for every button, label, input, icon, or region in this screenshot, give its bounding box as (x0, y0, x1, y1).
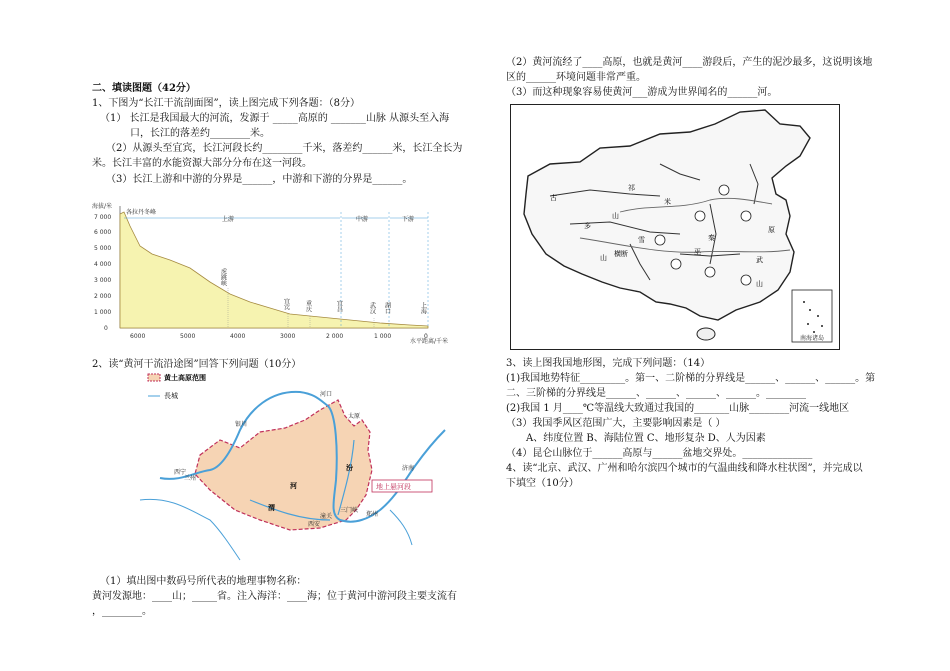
place-xining: 西宁 (174, 469, 187, 476)
svg-text:7 000: 7 000 (94, 214, 112, 221)
yangtze-profile-figure (90, 196, 449, 345)
q2-2a: （2）黄河流经了____高原，也就是黄河____游段后，产生的泥沙最多，这说明该地 (506, 57, 873, 68)
label-shan2: 山 (756, 280, 763, 288)
place-taiyuan: 太原 (348, 413, 361, 420)
label-shan1: 山 (612, 212, 619, 220)
hainan-island (697, 328, 715, 340)
svg-text:6 000: 6 000 (94, 229, 112, 236)
q3-4: （4）昆仑山脉位于______高原与______盆地交界处。______________ (506, 448, 813, 459)
place-chongqing: 重庆 (304, 300, 312, 312)
west-river-line (140, 499, 240, 560)
place-jinan: 济南 (402, 465, 415, 472)
q3-1a: (1)我国地势特征_________。第一、二阶梯的分界线是______、______、______。第 (506, 373, 876, 384)
svg-text:0: 0 (424, 333, 428, 340)
q4a: 4、读“北京、武汉、广州和哈尔滨四个城市的气温曲线和降水柱状图”，并完成以 (506, 463, 863, 474)
profile-xlabel: 水平距离/千米 (410, 338, 449, 345)
label-wu: 巫 (694, 248, 701, 256)
svg-text:5 000: 5 000 (94, 245, 112, 252)
place-zhengzhou: 郑州 (366, 511, 379, 518)
q1-intro: 1、下图为“长江干流剖面图”，读上图完成下列各题：（8分） (92, 98, 360, 109)
label-qi: 祁 (628, 184, 635, 192)
place-sanmenxia: 三门峡 (340, 507, 359, 514)
inset-label: 南海诸岛 (800, 335, 825, 342)
q3-3: （3）我国季风区范围广大，主要影响因素是（ ） (506, 418, 726, 429)
q2-2b: 区的______环境问题非常严重。 (506, 72, 646, 83)
place-tongguan: 潼关 (320, 513, 333, 520)
q4b: 下填空（10分） (506, 478, 579, 489)
profile-xticks (130, 333, 428, 340)
label-shan3: 山 (600, 254, 607, 262)
profile-ylabel: 海拔/米 (92, 203, 113, 210)
legend-wall: 長城 (164, 392, 178, 400)
label-mi: 米 (664, 198, 671, 206)
place-hukou: 湖口 (383, 302, 391, 314)
svg-text:4000: 4000 (230, 333, 246, 340)
profile-yticks (94, 214, 111, 332)
q2-3: （3）而这种现象容易使黄河___游成为世界闻名的______河。 (506, 87, 778, 98)
place-yichang: 宜昌 (335, 300, 343, 312)
svg-text:2 000: 2 000 (326, 333, 344, 340)
place-huteaoxia: 虎跳峡 (219, 268, 227, 286)
legend-range: 黄土高原范围 (164, 374, 206, 382)
label-yuan: 原 (768, 226, 775, 234)
q1-1b: 口，长江的落差约________米。 (130, 128, 270, 139)
q3-2: (2)我国 1 月____℃等温线大致通过我国的_______山脉________河流一线地区 (506, 403, 850, 414)
yellow-river-map (140, 370, 450, 570)
suspended-river-label: 地上悬河段 (376, 483, 411, 491)
svg-text:6000: 6000 (130, 333, 146, 340)
place-yinchuan: 银川 (235, 421, 248, 428)
label-he: 河 (290, 482, 297, 490)
q3-intro: 3、读上图我国地形图，完成下列问题：（14） (506, 358, 711, 369)
lower-branch-line (390, 510, 412, 545)
q2-1a: （1）填出图中数码号所代表的地理事物名称： (100, 576, 307, 587)
place-hekou: 河口 (320, 391, 333, 398)
place-shanghai: 上海 (419, 302, 427, 314)
q2-intro: 2、读“黄河干流沿途图”回答下列问题（10分） (92, 359, 302, 370)
q3-1b: 二、三阶梯的分界线是______、______、______、______。________ (506, 388, 806, 399)
place-wuhan: 武汉 (368, 302, 376, 314)
q1-3: （3）长江上游和中游的分界是______，中游和下游的分界是______。 (106, 174, 413, 185)
place-yibin: 宜宾 (282, 298, 290, 310)
q1-2a: （2）从源头至宜宾，长江河段长约________千米，落差约______米，长江全长为 (106, 143, 463, 154)
label-wei: 渭 (268, 504, 275, 512)
svg-text:3000: 3000 (280, 333, 296, 340)
label-hengduan: 横断 (614, 250, 628, 258)
svg-text:4 000: 4 000 (94, 261, 112, 268)
china-terrain-map (510, 104, 840, 350)
q1-2b: 米。长江丰富的水能资源大部分分布在这一河段。 (92, 158, 312, 169)
section-title: 二、填读图题（42分） (92, 83, 196, 94)
svg-text:2 000: 2 000 (94, 293, 112, 300)
label-duo: 多 (584, 222, 591, 230)
svg-text:1 000: 1 000 (94, 309, 112, 316)
q2-1c: ，________。 (92, 606, 152, 617)
label-wu2: 武 (756, 256, 763, 264)
place-xian: 西安 (308, 521, 321, 528)
profile-area (120, 212, 428, 328)
place-lanzhou: 兰州 (184, 475, 197, 482)
label-gu: 古 (550, 194, 557, 202)
q2-1b: 黄河发源地：____山；_____省。注入海洋：____海；位于黄河中游河段主要支流有 (92, 591, 457, 602)
label-xue: 雪 (638, 236, 645, 244)
source-label: 各拉丹冬峰 (126, 209, 157, 216)
svg-text:0: 0 (104, 325, 108, 332)
section-upper: 上游 (222, 216, 235, 223)
label-fen: 汾 (346, 464, 353, 472)
svg-text:1 000: 1 000 (374, 333, 392, 340)
q3-3-options: A、纬度位置 B、海陆位置 C、地形复杂 D、人为因素 (526, 433, 766, 444)
section-middle: 中游 (356, 216, 369, 223)
label-qin: 秦 (708, 234, 715, 242)
section-lower: 下游 (402, 216, 415, 223)
q1-1a: （1） 长江是我国最大的河流，发源于 _____高原的 _______山脉 从源头至入海 (100, 113, 450, 124)
svg-text:3 000: 3 000 (94, 277, 112, 284)
svg-text:5000: 5000 (180, 333, 196, 340)
